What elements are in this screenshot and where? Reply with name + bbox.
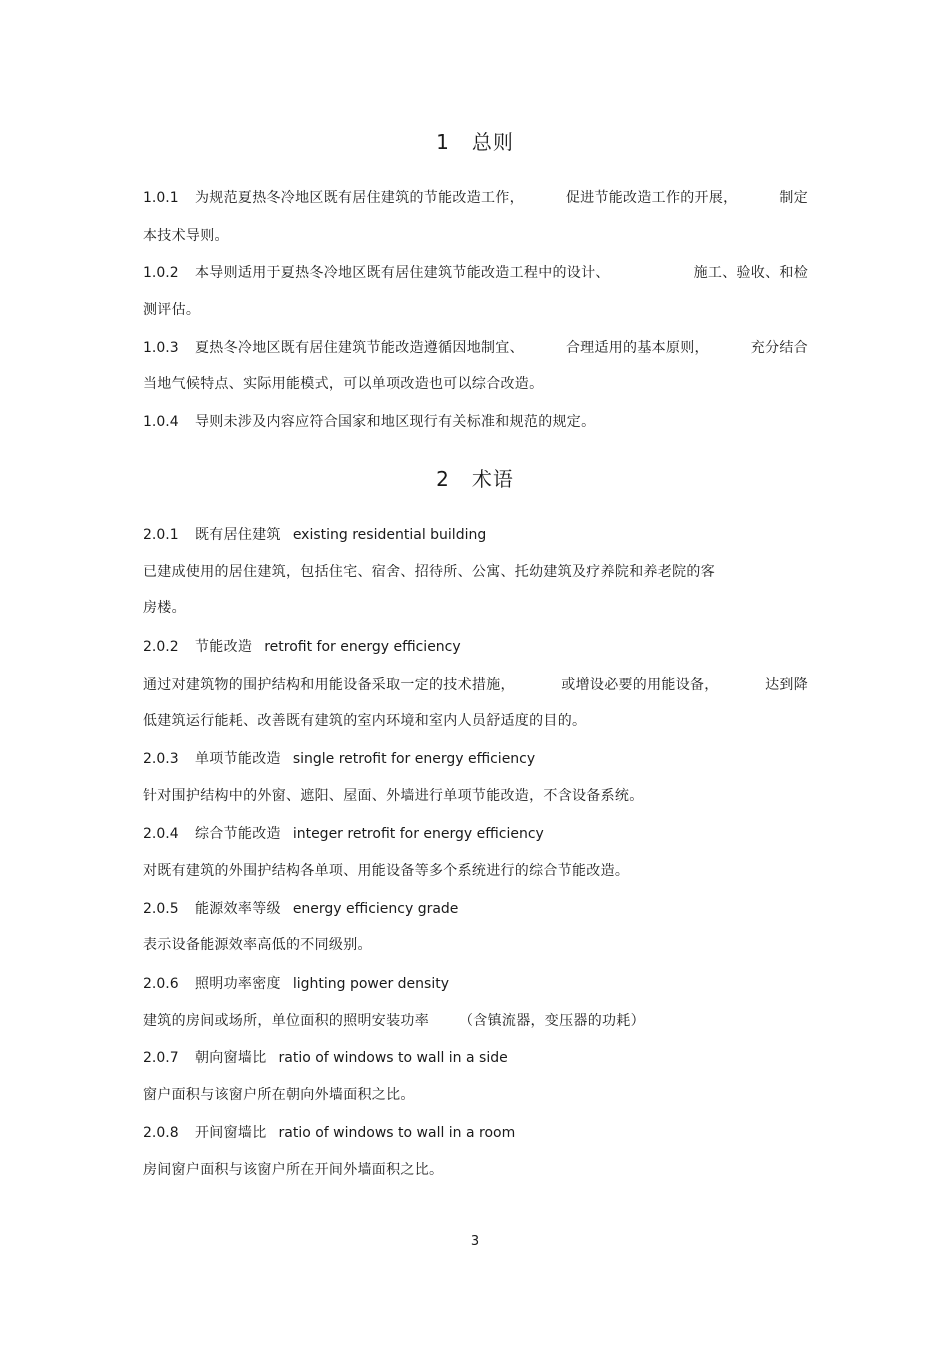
section-1-title: 总则 bbox=[471, 130, 514, 154]
term-id: 2.0.6 bbox=[143, 976, 179, 992]
term-2-0-5 bbox=[143, 899, 808, 919]
term-en: ratio of windows to wall in a room bbox=[278, 1125, 516, 1141]
term-en: existing residential building bbox=[292, 527, 487, 543]
term-en: single retrofit for energy efficiency bbox=[292, 751, 536, 767]
section-2-number: 2 bbox=[436, 467, 450, 491]
term-2-0-8-desc: 房间窗户面积与该窗户所在开间外墙面积之比。 bbox=[143, 1162, 444, 1178]
clause-1-0-3-cont: 当地气候特点、实际用能模式，可以单项改造也可以综合改造。 bbox=[143, 376, 544, 392]
term-2-0-3 bbox=[143, 749, 808, 769]
section-2-title: 术语 bbox=[471, 467, 514, 491]
section-1-heading bbox=[0, 130, 950, 154]
term-cn: 照明功率密度 bbox=[195, 976, 281, 992]
term-en: retrofit for energy efficiency bbox=[264, 639, 461, 655]
term-2-0-1-desc: 已建成使用的居住建筑，包括住宅、宿舍、招待所、公寓、托幼建筑及疗养院和养老院的客 bbox=[143, 564, 715, 580]
term-cn: 朝向窗墙比 bbox=[195, 1050, 267, 1066]
term-id: 2.0.5 bbox=[143, 901, 179, 917]
clause-1-0-2: 1.0.2 本导则适用于夏热冬冷地区既有居住建筑节能改造工程中的设计、 施工、验收、和检 bbox=[143, 265, 808, 281]
term-cn: 能源效率等级 bbox=[195, 901, 281, 917]
section-1-number: 1 bbox=[436, 130, 450, 154]
term-id: 2.0.8 bbox=[143, 1125, 179, 1141]
term-2-0-6-desc: 建筑的房间或场所，单位面积的照明安装功率 （含镇流器，变压器的功耗） bbox=[143, 1013, 645, 1029]
term-2-0-7 bbox=[143, 1048, 808, 1068]
section-2-heading bbox=[0, 467, 950, 491]
term-en: energy efficiency grade bbox=[292, 901, 459, 917]
term-2-0-5-desc: 表示设备能源效率高低的不同级别。 bbox=[143, 937, 372, 953]
term-id: 2.0.1 bbox=[143, 527, 179, 543]
term-2-0-8 bbox=[143, 1123, 808, 1143]
term-en: integer retrofit for energy efficiency bbox=[292, 826, 544, 842]
clause-1-0-2-cont: 测评估。 bbox=[143, 302, 201, 318]
clause-1-0-4: 1.0.4 导则未涉及内容应符合国家和地区现行有关标准和规范的规定。 bbox=[143, 414, 596, 430]
term-2-0-1-desc-cont: 房楼。 bbox=[143, 600, 186, 616]
term-2-0-1 bbox=[143, 525, 808, 545]
term-id: 2.0.4 bbox=[143, 826, 179, 842]
term-cn: 综合节能改造 bbox=[195, 826, 281, 842]
term-2-0-6 bbox=[143, 974, 808, 994]
term-id: 2.0.3 bbox=[143, 751, 179, 767]
term-en: lighting power density bbox=[292, 976, 449, 992]
term-cn: 单项节能改造 bbox=[195, 751, 281, 767]
clause-1-0-1: 1.0.1 为规范夏热冬冷地区既有居住建筑的节能改造工作， 促进节能改造工作的开展， 制定 bbox=[143, 190, 808, 206]
term-2-0-2 bbox=[143, 637, 808, 657]
term-id: 2.0.2 bbox=[143, 639, 179, 655]
clause-1-0-1-cont: 本技术导则。 bbox=[143, 228, 229, 244]
term-2-0-2-desc: 通过对建筑物的围护结构和用能设备采取一定的技术措施， 或增设必要的用能设备， 达到降 bbox=[143, 677, 808, 693]
term-2-0-3-desc: 针对围护结构中的外窗、遮阳、屋面、外墙进行单项节能改造，不含设备系统。 bbox=[143, 788, 644, 804]
term-2-0-4 bbox=[143, 824, 808, 844]
clause-id: 1.0.1 bbox=[143, 190, 179, 206]
term-cn: 既有居住建筑 bbox=[195, 527, 281, 543]
clause-id: 1.0.4 bbox=[143, 414, 179, 430]
term-2-0-4-desc: 对既有建筑的外围护结构各单项、用能设备等多个系统进行的综合节能改造。 bbox=[143, 863, 630, 879]
term-2-0-7-desc: 窗户面积与该窗户所在朝向外墙面积之比。 bbox=[143, 1087, 415, 1103]
term-2-0-2-desc-cont: 低建筑运行能耗、改善既有建筑的室内环境和室内人员舒适度的目的。 bbox=[143, 713, 587, 729]
page-number: 3 bbox=[470, 1234, 480, 1249]
clause-id: 1.0.3 bbox=[143, 340, 179, 356]
term-cn: 节能改造 bbox=[195, 639, 253, 655]
term-en: ratio of windows to wall in a side bbox=[278, 1050, 508, 1066]
term-id: 2.0.7 bbox=[143, 1050, 179, 1066]
clause-1-0-3: 1.0.3 夏热冬冷地区既有居住建筑节能改造遵循因地制宜、 合理适用的基本原则， 充分结合 bbox=[143, 340, 808, 356]
term-cn: 开间窗墙比 bbox=[195, 1125, 267, 1141]
clause-id: 1.0.2 bbox=[143, 265, 179, 281]
